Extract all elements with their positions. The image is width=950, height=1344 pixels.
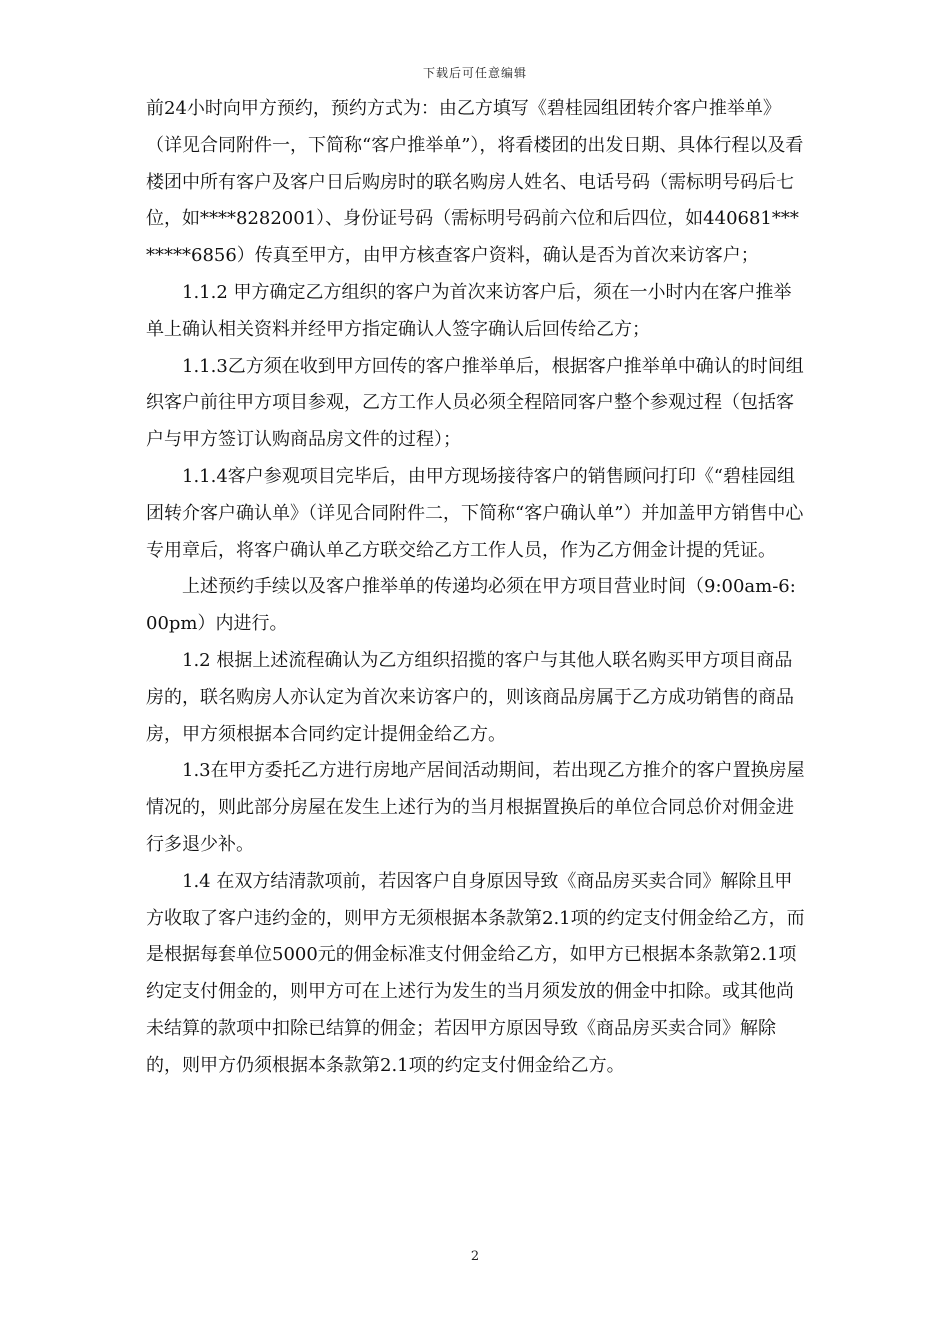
paragraph-continuation: 前24小时向甲方预约，预约方式为：由乙方填写《碧桂园组团转介客户推举单》（详见合同附件一，下简称“客户推举单”），将看楼团的出发日期、具体行程以及看楼团中所有客户及客户日后购房时的联名购房人姓名、电话号码（需标明号码后七位，如****8282001）、身份证号码（需标明号码前六位和后四位，如440681********6856）传真至甲方，由甲方核查客户资料，确认是否为首次来访客户； [146, 98, 804, 267]
paragraph-1-1-2: 1.1.2 甲方确定乙方组织的客户为首次来访客户后，须在一小时内在客户推举单上确认相关资料并经甲方指定确认人签字确认后回传给乙方； [146, 281, 792, 340]
paragraph-1-1-4: 1.1.4客户参观项目完毕后，由甲方现场接待客户的销售顾问打印《“碧桂园组团转介客户确认单》（详见合同附件二，下简称“客户确认单”）并加盖甲方销售中心专用章后，将客户确认单乙方联交给乙方工作人员，作为乙方佣金计提的凭证。 [146, 465, 804, 561]
paragraph-1-2: 1.2 根据上述流程确认为乙方组织招揽的客户与其他人联名购买甲方项目商品房的，联名购房人亦认定为首次来访客户的，则该商品房属于乙方成功销售的商品房，甲方须根据本合同约定计提佣金给乙方。 [146, 649, 794, 745]
paragraph-1-3: 1.3在甲方委托乙方进行房地产居间活动期间，若出现乙方推介的客户置换房屋情况的，则此部分房屋在发生上述行为的当月根据置换后的单位合同总价对佣金进行多退少补。 [146, 760, 805, 855]
page-number: 2 [470, 1249, 480, 1264]
document-body [146, 91, 806, 1085]
paragraph-1-4: 1.4 在双方结清款项前，若因客户自身原因导致《商品房买卖合同》解除且甲方收取了客户违约金的，则甲方无须根据本条款第2.1项的约定支付佣金给乙方，而是根据每套单位5000元的佣金标准支付佣金给乙方，如甲方已根据本条款第2.1项约定支付佣金的，则甲方可在上述行为发生的当月须发放的佣金中扣除。或其他尚未结算的款项中扣除已结算的佣金；若因甲方原因导致《商品房买卖合同》解除的，则甲方仍须根据本条款第2.1项的约定支付佣金给乙方。 [146, 870, 805, 1076]
paragraph-business-hours: 上述预约手续以及客户推举单的传递均必须在甲方项目营业时间（9:00am-6:00pm）内进行。 [146, 576, 796, 635]
page-header-note: 下载后可任意编辑 [422, 66, 527, 80]
paragraph-1-1-3: 1.1.3乙方须在收到甲方回传的客户推举单后，根据客户推举单中确认的时间组织客户前往甲方项目参观，乙方工作人员必须全程陪同客户整个参观过程（包括客户与甲方签订认购商品房文件的过程）； [146, 355, 804, 451]
